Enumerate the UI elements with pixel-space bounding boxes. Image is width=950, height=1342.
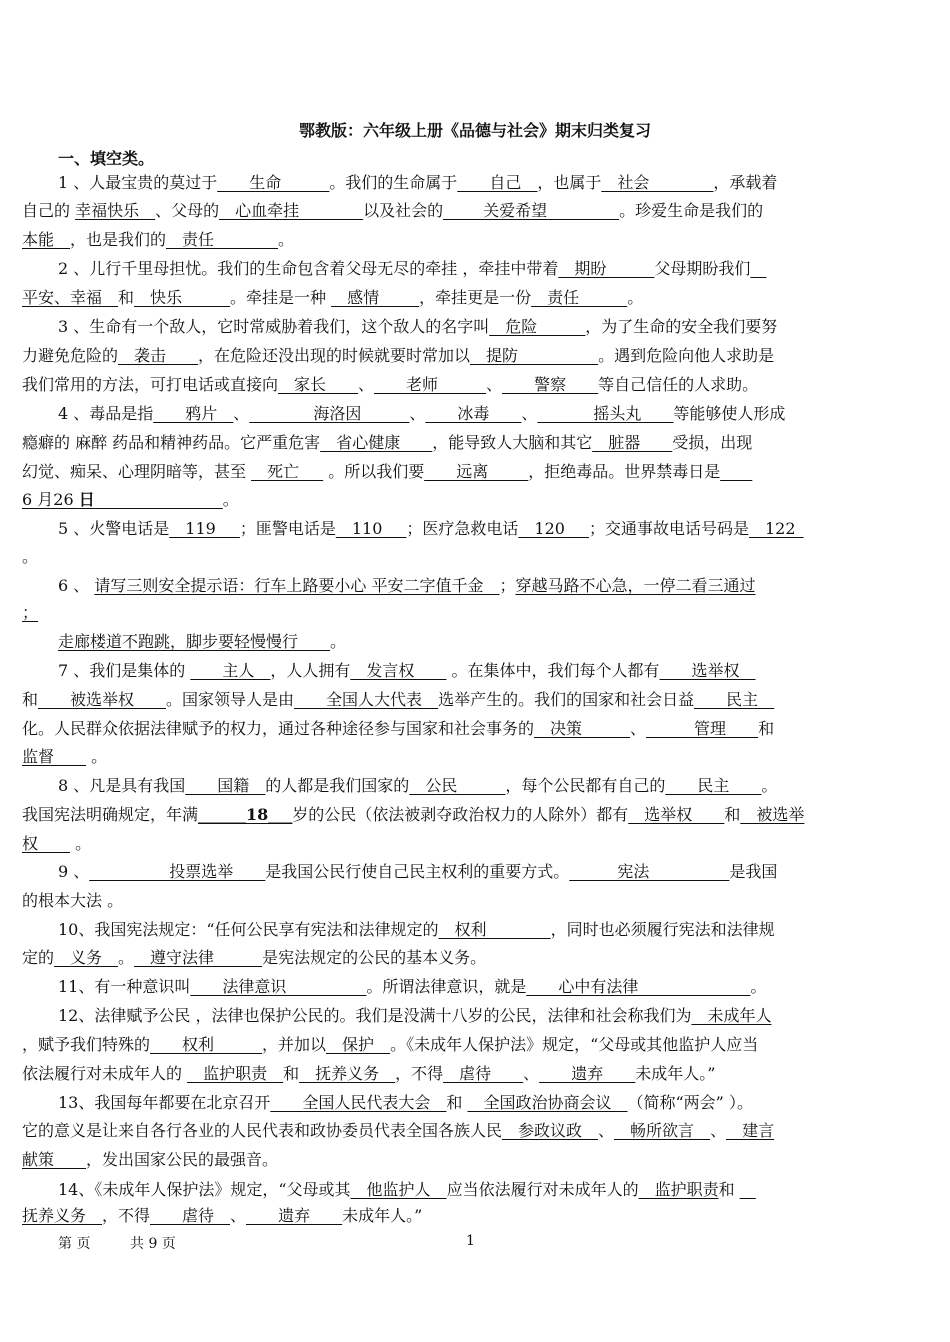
fill-answer: __心血牵挂________ [219, 201, 364, 220]
text-line [22, 375, 922, 395]
text-segment: ，为了生命的安全我们要努 [585, 317, 778, 336]
text-segment: 7 、我们是集体的 [58, 661, 191, 680]
text-segment: 和 [718, 1180, 740, 1199]
text-line [58, 404, 922, 424]
text-segment: ；交通事故电话号码是 [588, 519, 749, 538]
footer-page-label: 第 页 [58, 1236, 91, 1252]
fill-answer: __发言权____ [350, 661, 447, 680]
fill-answer: __参政议政__ [502, 1121, 599, 1140]
text-segment: 未成年人。” [342, 1206, 423, 1225]
text-segment: 的根本大法 。 [22, 891, 124, 910]
text-segment: 5 、火警电话是 [58, 519, 170, 538]
text-segment: 和 [22, 690, 39, 709]
fill-answer: ____遗弃____ [539, 1064, 636, 1083]
footer-page-number: 1 [466, 1233, 475, 1249]
fill-answer: ____鸦片__ [153, 404, 234, 423]
text-line [22, 747, 922, 767]
text-segment: 我国宪法明确规定，年满 [22, 805, 199, 824]
text-segment: 岁的公民（依法被剥夺政治权力的人除外）都有 [292, 805, 629, 824]
fill-answer: 穿越马路不心急，一停二看三通过 [515, 576, 756, 595]
text-segment: ，人人拥有 [270, 661, 351, 680]
text-line [22, 462, 922, 482]
fill-answer: __ [750, 259, 767, 278]
text-segment: ，不得 [395, 1064, 444, 1083]
text-segment: 等能够使人形成 [673, 404, 786, 423]
fill-answer: ____民主____ [665, 776, 762, 795]
text-segment: 受损，出现 [672, 433, 753, 452]
fill-answer: __建言 [726, 1121, 775, 1140]
text-segment: ，承载着 [713, 173, 778, 192]
fill-answer: __省心健康____ [320, 433, 433, 452]
text-segment: 、 [630, 719, 647, 738]
text-segment: 4 、毒品是指 [58, 404, 154, 423]
text-line [22, 1121, 922, 1141]
text-segment: 力避免危险的 [22, 346, 119, 365]
text-line [22, 288, 922, 308]
fill-answer: __保护__ [326, 1035, 391, 1054]
text-line [58, 576, 922, 596]
text-segment: 瘾癖的 麻醉 药品和精神药品。它严重危害 [22, 433, 321, 452]
text-segment: 。遇到危险向他人求助是 [598, 346, 775, 365]
text-line [58, 1006, 922, 1026]
fill-answer: __虐待____ [443, 1064, 524, 1083]
text-segment: 、 [523, 1064, 540, 1083]
text-line [58, 173, 922, 193]
text-segment: 6 、 [58, 576, 95, 595]
text-segment: 和 [118, 288, 135, 307]
text-segment: ，也是我们的 [70, 230, 167, 249]
text-segment: 父母期盼我们 [654, 259, 751, 278]
text-segment: 、 [230, 1206, 247, 1225]
text-segment: ，不得 [102, 1206, 151, 1225]
text-segment: 是我国 [729, 862, 778, 881]
text-line [22, 603, 922, 623]
section-heading: 一、填空类。 [58, 149, 155, 168]
text-segment: 2 、儿行千里母担忧。我们的生命包含着父母无尽的牵挂 ，牵挂中带着 [58, 259, 559, 278]
fill-answer: 走廊楼道不跑跳，脚步要轻慢慢行____ [58, 632, 331, 651]
text-segment: 。 [278, 230, 295, 249]
text-line [58, 259, 922, 279]
fill-answer: __监护职责__ [187, 1064, 284, 1083]
text-segment: 、 [409, 404, 426, 423]
fill-answer: 日 [78, 490, 95, 509]
text-segment: 。 [86, 747, 108, 766]
text-line [22, 433, 922, 453]
fill-answer: ____生命______ [217, 173, 330, 192]
text-segment: 。 [22, 547, 39, 566]
text-segment: ，牵挂更是一份 [419, 288, 532, 307]
text-segment: 幻觉、痴呆、心理阴暗等，甚至 [22, 462, 252, 481]
fill-answer: 幸福快乐__ [75, 201, 156, 220]
text-line [58, 519, 922, 539]
fill-answer: __快乐______ [134, 288, 231, 307]
text-line [58, 776, 922, 796]
text-segment: ，在危险还没出现的时候就要时常加以 [198, 346, 471, 365]
fill-answer: __被选举 [740, 805, 805, 824]
text-segment: 8 、凡是具有我国 [58, 776, 186, 795]
fill-answer: __决策______ [534, 719, 631, 738]
fill-answer: 请写三则安全提示语：行车上路要小心 平安二字值千金__ [94, 576, 500, 595]
fill-answer: 6 月26 [22, 490, 79, 509]
text-segment: 以及社会的 [363, 201, 444, 220]
fill-answer: ____法律意识__________ [190, 977, 367, 996]
text-line [22, 490, 922, 510]
text-line [22, 834, 922, 854]
text-segment: 。 [761, 776, 778, 795]
text-line [22, 1035, 922, 1055]
text-line [58, 661, 922, 681]
text-segment: 。所谓法律意识，就是 [366, 977, 527, 996]
text-segment: 。《未成年人保护法》规定，“父母或其他监护人应当 [390, 1035, 759, 1054]
text-line [58, 1093, 922, 1113]
fill-answer: ____自己__ [457, 173, 538, 192]
text-line [22, 1150, 922, 1170]
text-segment: 自己的 [22, 201, 76, 220]
fill-answer: __期盼______ [558, 259, 655, 278]
fill-answer: ____被选举权____ [38, 690, 167, 709]
fill-answer: ________海洛因______ [249, 404, 410, 423]
text-segment: 。国家领导人是由 [166, 690, 295, 709]
fill-answer: __公民______ [409, 776, 506, 795]
fill-answer: ____冰毒____ [425, 404, 522, 423]
text-line [22, 690, 922, 710]
text-line [58, 862, 922, 882]
fill-answer: __袭击____ [118, 346, 199, 365]
fill-answer: __120___ [518, 519, 589, 538]
fill-answer: ____权利______ [150, 1035, 263, 1054]
fill-answer: __死亡___ [251, 462, 324, 481]
fill-answer: ____遗弃____ [246, 1206, 343, 1225]
text-segment: ，也属于 [537, 173, 602, 192]
text-segment: ，赋予我们特殊的 [22, 1035, 151, 1054]
text-segment: 依法履行对未成年人的 [22, 1064, 188, 1083]
fill-answer: ____选举权__ [659, 661, 756, 680]
fill-answer: __未成年人 [691, 1006, 772, 1025]
fill-answer: ____虐待__ [150, 1206, 231, 1225]
fill-answer: __遵守法律______ [134, 948, 263, 967]
fill-answer: ____老师______ [374, 375, 487, 394]
fill-answer: __权利________ [438, 920, 551, 939]
fill-answer: ____全国人民代表大会__ [270, 1093, 447, 1112]
text-segment: 和 [758, 719, 775, 738]
fill-answer: __全国政治协商会议__ [467, 1093, 628, 1112]
fill-answer: __监护职责 [638, 1180, 719, 1199]
fill-answer: ____ [720, 462, 753, 481]
fill-answer: __他监护人__ [350, 1180, 447, 1199]
text-segment: 、 [233, 404, 250, 423]
text-segment: 。 [330, 632, 347, 651]
text-segment: ，并加以 [262, 1035, 327, 1054]
fill-answer: ______宪法__________ [569, 862, 730, 881]
fill-answer: __________投票选举____ [89, 862, 266, 881]
text-segment: 。所以我们要 [323, 462, 425, 481]
text-segment: 定的 [22, 948, 55, 967]
text-segment: 9 、 [58, 862, 90, 881]
text-segment: 等自己信任的人求助。 [598, 375, 759, 394]
text-line [22, 346, 922, 366]
text-line [22, 547, 922, 567]
fill-answer: 权____ [22, 834, 71, 853]
text-segment: 选举产生的。我们的国家和社会日益 [438, 690, 695, 709]
text-line [22, 201, 922, 221]
fill-answer: __提防__________ [470, 346, 599, 365]
text-segment: 未成年人。” [635, 1064, 716, 1083]
text-segment: 、 [710, 1121, 727, 1140]
fill-answer: ____国籍__ [185, 776, 266, 795]
footer-total-pages: 共 9 页 [130, 1236, 176, 1252]
text-line [22, 1064, 922, 1084]
text-segment: 1 、人最宝贵的莫过于 [58, 173, 218, 192]
text-segment: 。牵挂是一种 [230, 288, 332, 307]
text-line [22, 1206, 922, 1226]
text-segment: 11、有一种意识叫 [58, 977, 191, 996]
text-segment: 、 [521, 404, 538, 423]
fill-answer: __抚养义务__ [299, 1064, 396, 1083]
fill-answer: ______18___ [198, 805, 293, 824]
text-line [22, 719, 922, 739]
text-segment: 它的意义是让来自各行各业的人民代表和政协委员代表全国各族人民 [22, 1121, 503, 1140]
text-line [22, 948, 922, 968]
text-segment: 13、我国每年都要在北京召开 [58, 1093, 271, 1112]
text-segment: ； [499, 576, 516, 595]
fill-answer: __119___ [169, 519, 240, 538]
text-line [58, 632, 922, 652]
text-segment: ；匪警电话是 [239, 519, 336, 538]
text-segment: ，发出国家公民的最强音。 [86, 1150, 279, 1169]
text-line [58, 977, 922, 997]
fill-answer: ____心中有法律______________ [526, 977, 751, 996]
fill-answer: _______摇头丸____ [537, 404, 674, 423]
text-segment: 的人都是我们国家的 [265, 776, 410, 795]
fill-answer: 监督____ [22, 747, 87, 766]
fill-answer: __责任________ [166, 230, 279, 249]
text-segment: 是我国公民行使自己民主权利的重要方式。 [265, 862, 570, 881]
fill-answer: __122_ [748, 519, 804, 538]
text-segment: 。珍爱生命是我们的 [619, 201, 764, 220]
text-segment: 。 [70, 834, 92, 853]
fill-answer: ________________ [94, 490, 223, 509]
fill-answer: 平安、幸福__ [22, 288, 119, 307]
fill-answer: ____全国人大代表__ [294, 690, 439, 709]
fill-answer: __义务__ [54, 948, 119, 967]
text-segment: 12、法律赋予公民 ，法律也保护公民的。我们是没满十八岁的公民，法律和社会称我们为 [58, 1006, 692, 1025]
text-segment: 、 [486, 375, 503, 394]
fill-answer: ____主人__ [190, 661, 271, 680]
fill-answer: 献策____ [22, 1150, 87, 1169]
fill-answer: 抚养义务__ [22, 1206, 103, 1225]
text-segment: ，能导致人大脑和其它 [432, 433, 593, 452]
fill-answer: __社会________ [601, 173, 714, 192]
fill-answer: __责任______ [531, 288, 628, 307]
fill-answer: __畅所欲言__ [614, 1121, 711, 1140]
fill-answer: 本能__ [22, 230, 71, 249]
text-segment: 。 [750, 977, 767, 996]
text-segment: 化。人民群众依据法律赋予的权力，通过各种途径参与国家和社会事务的 [22, 719, 535, 738]
text-segment: 和 [724, 805, 741, 824]
text-segment: ；医疗急救电话 [406, 519, 519, 538]
fill-answer: ____远离_____ [424, 462, 529, 481]
text-line [58, 317, 922, 337]
text-segment: ，每个公民都有自己的 [505, 776, 666, 795]
text-segment: 和 [446, 1093, 468, 1112]
text-segment: ，拒绝毒品。世界禁毒日是 [528, 462, 721, 481]
text-segment: 3 、生命有一个敌人，它时常威胁着我们，这个敌人的名字叫 [58, 317, 490, 336]
text-segment: 、 [598, 1121, 615, 1140]
text-segment: 。在集体中，我们每个人都有 [446, 661, 660, 680]
text-segment: 。 [222, 490, 239, 509]
text-segment: （简称“两会” ）。 [627, 1093, 753, 1112]
text-segment: 10、我国宪法规定：“任何公民享有宪法和法律规定的 [58, 920, 439, 939]
text-line [58, 920, 922, 940]
fill-answer: ____民主__ [694, 690, 775, 709]
fill-answer: __脏器____ [592, 433, 673, 452]
text-segment: 。 [627, 288, 644, 307]
text-segment: 我们常用的方法，可打电话或直接向 [22, 375, 279, 394]
fill-answer: __选举权____ [628, 805, 725, 824]
text-line [58, 1180, 922, 1200]
text-segment: 、父母的 [155, 201, 220, 220]
text-segment: 和 [283, 1064, 300, 1083]
fill-answer: ____警察____ [502, 375, 599, 394]
fill-answer: ______管理____ [646, 719, 759, 738]
text-segment: 。 [118, 948, 135, 967]
fill-answer: __危险______ [489, 317, 586, 336]
text-segment: 是宪法规定的公民的基本义务。 [262, 948, 487, 967]
text-segment: 14、《未成年人保护法》规定，“父母或其 [58, 1180, 351, 1199]
fill-answer: __感情_____ [331, 288, 420, 307]
fill-answer: __110___ [335, 519, 407, 538]
text-line [22, 891, 922, 911]
fill-answer: __家长____ [278, 375, 359, 394]
text-line [22, 805, 922, 825]
fill-answer: __ [739, 1180, 756, 1199]
document-title: 鄂教版：六年级上册《品德与社会》期末归类复习 [298, 121, 651, 140]
text-segment: 、 [358, 375, 375, 394]
fill-answer: _____关爱希望_________ [443, 201, 620, 220]
text-line [22, 230, 922, 250]
text-segment: 应当依法履行对未成年人的 [446, 1180, 639, 1199]
text-segment: ，同时也必须履行宪法和法律规 [550, 920, 775, 939]
text-segment: 。我们的生命属于 [329, 173, 458, 192]
fill-answer: ； [22, 603, 39, 622]
